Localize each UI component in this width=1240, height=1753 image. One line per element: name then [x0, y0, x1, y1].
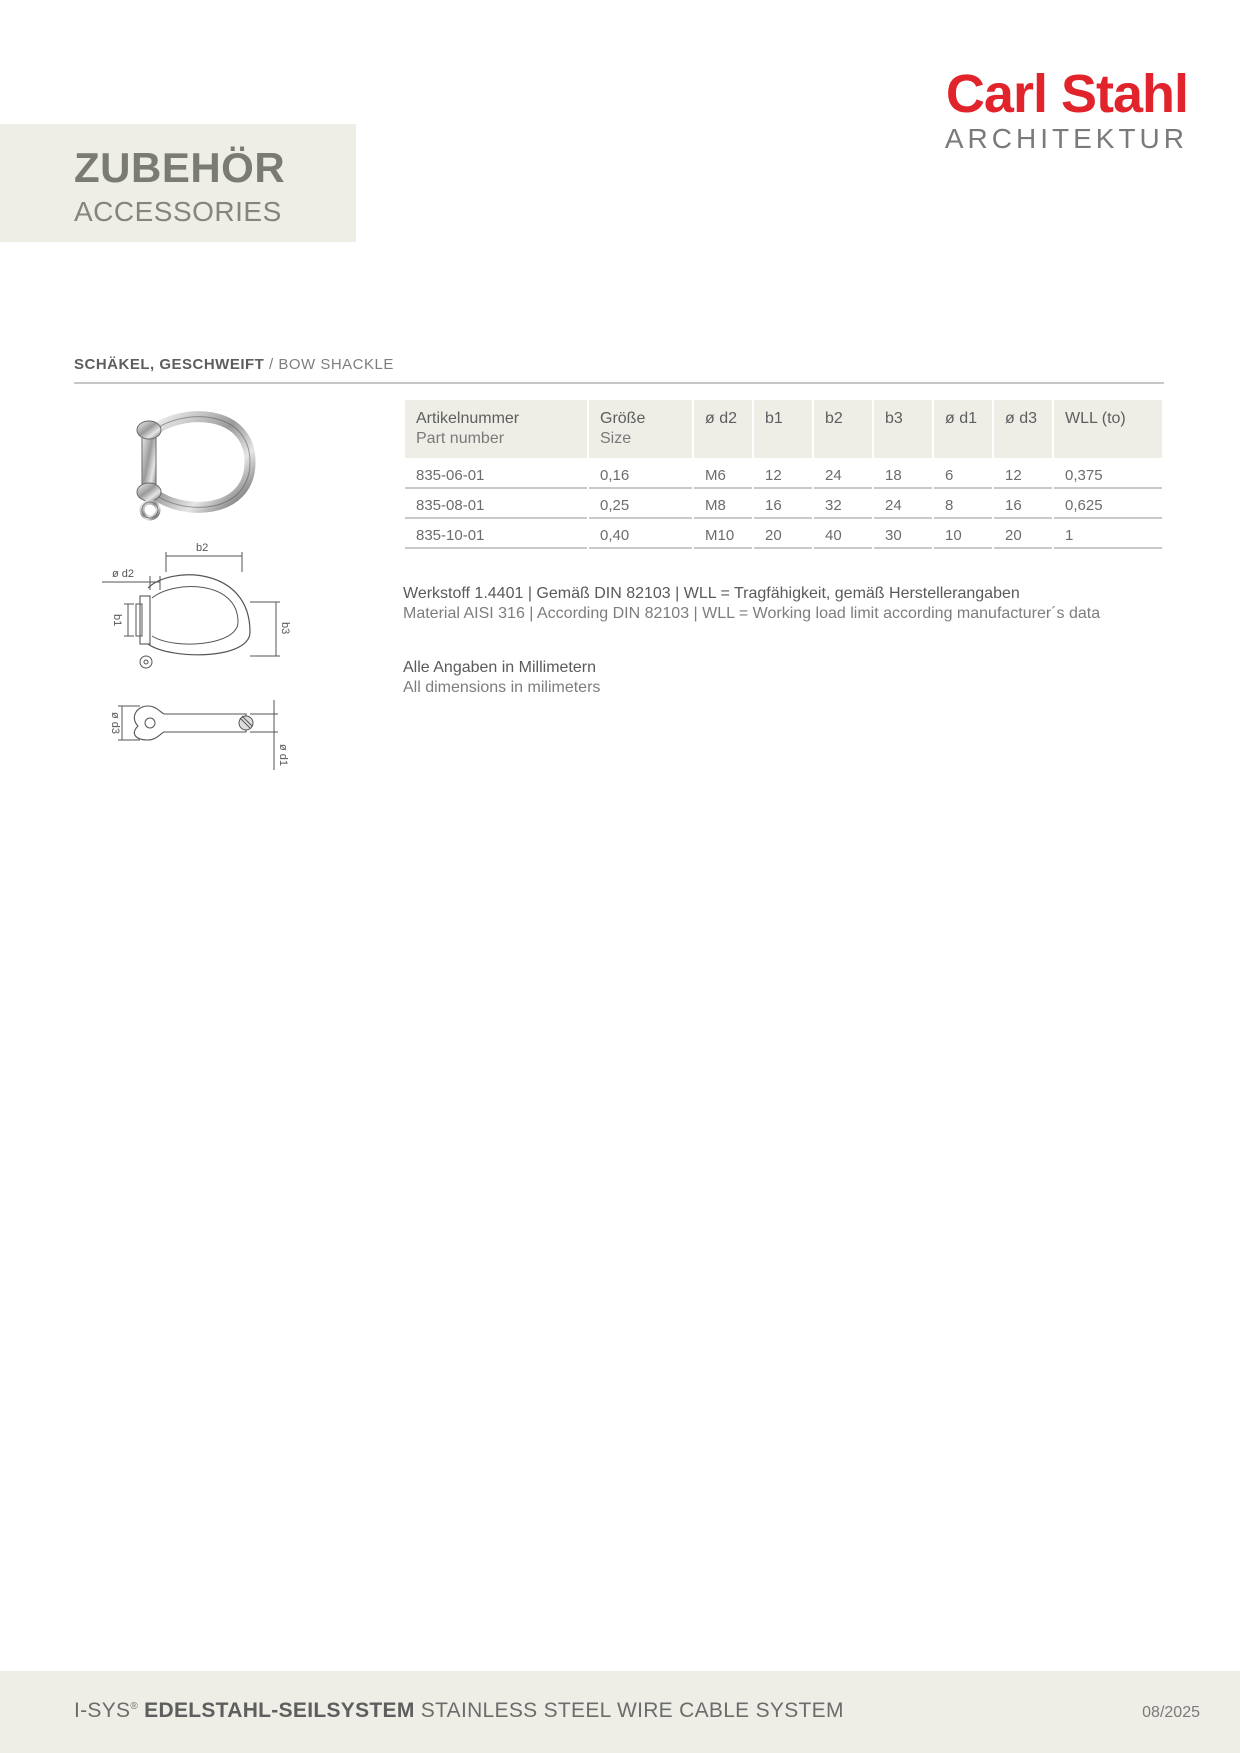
cell-wll: 0,625	[1054, 489, 1162, 519]
label-b1: b1	[111, 614, 123, 627]
cell-b1: 20	[754, 519, 812, 549]
cell-b3: 30	[874, 519, 932, 549]
spec-table	[403, 400, 1164, 549]
col-header-d2: ø d2	[694, 400, 752, 458]
cell-size: 0,16	[589, 458, 692, 489]
cell-d2: M8	[694, 489, 752, 519]
footer-title-de: EDELSTAHL-SEILSYSTEM	[138, 1699, 415, 1722]
col-header-b3: b3	[874, 400, 932, 458]
label-b3: b3	[279, 622, 291, 635]
title-box	[0, 124, 356, 242]
cell-d3: 16	[994, 489, 1052, 519]
cell-d1: 8	[934, 489, 992, 519]
section-title-en: / BOW SHACKLE	[264, 356, 394, 373]
cell-b2: 40	[814, 519, 872, 549]
cell-wll: 0,375	[1054, 458, 1162, 489]
col-header-size: Größe Size	[589, 400, 692, 458]
col-header-d3: ø d3	[994, 400, 1052, 458]
label-d1: ø d1	[277, 744, 289, 767]
col-header-d1: ø d1	[934, 400, 992, 458]
footer-brand: I-SYS	[74, 1699, 131, 1722]
label-d3: ø d3	[109, 712, 121, 735]
cell-wll: 1	[1054, 519, 1162, 549]
brand-name: Carl Stahl	[945, 64, 1188, 124]
cell-b1: 12	[754, 458, 812, 489]
dimensions-note-en: All dimensions in milimeters	[403, 679, 601, 696]
cell-b3: 24	[874, 489, 932, 519]
col-header-b2: b2	[814, 400, 872, 458]
cell-b2: 32	[814, 489, 872, 519]
cell-size: 0,25	[589, 489, 692, 519]
section-title-de: SCHÄKEL, GESCHWEIFT	[74, 356, 265, 373]
cell-d2: M6	[694, 458, 752, 489]
table-header-row	[405, 400, 1162, 458]
dimensions-note-de: Alle Angaben in Millimetern	[403, 659, 596, 676]
cell-d1: 6	[934, 458, 992, 489]
material-note-de: Werkstoff 1.4401 | Gemäß DIN 82103 | WLL = Tragfähigkeit, gemäß Herstellerangaben	[403, 585, 1020, 602]
cell-b2: 24	[814, 458, 872, 489]
page-footer	[0, 1671, 1240, 1753]
cell-d1: 10	[934, 519, 992, 549]
cell-d2: M10	[694, 519, 752, 549]
table-row	[405, 519, 1162, 549]
cell-part-number: 835-06-01	[405, 458, 587, 489]
footer-registered-mark: ®	[130, 1701, 139, 1712]
cell-part-number: 835-08-01	[405, 489, 587, 519]
section-heading	[74, 356, 394, 373]
footer-date: 08/2025	[1142, 1704, 1200, 1721]
shackle-photo	[137, 417, 250, 518]
product-figures	[100, 400, 320, 780]
brand-logo	[945, 66, 1188, 154]
col-header-wll: WLL (to)	[1054, 400, 1162, 458]
cell-size: 0,40	[589, 519, 692, 549]
label-d2: ø d2	[112, 568, 135, 580]
table-row	[405, 489, 1162, 519]
footer-title	[74, 1699, 844, 1723]
col-header-b1: b1	[754, 400, 812, 458]
shackle-drawings	[100, 400, 320, 780]
page-title: ZUBEHÖR	[74, 144, 286, 191]
shackle-pin-drawing	[118, 700, 278, 770]
section-divider	[74, 382, 1164, 384]
cell-b1: 16	[754, 489, 812, 519]
cell-b3: 18	[874, 458, 932, 489]
cell-d3: 20	[994, 519, 1052, 549]
table-row	[405, 458, 1162, 489]
brand-sub: ARCHITEKTUR	[944, 123, 1188, 154]
col-header-part-number: Artikelnummer Part number	[405, 400, 587, 458]
cell-part-number: 835-10-01	[405, 519, 587, 549]
product-notes	[403, 584, 1163, 698]
material-note-en: Material AISI 316 | According DIN 82103 | WLL = Working load limit according manufacturer´s data	[403, 605, 1101, 622]
page-subtitle: ACCESSORIES	[74, 196, 282, 227]
label-b2: b2	[196, 542, 209, 554]
footer-title-en: STAINLESS STEEL WIRE CABLE SYSTEM	[414, 1699, 844, 1722]
cell-d3: 12	[994, 458, 1052, 489]
